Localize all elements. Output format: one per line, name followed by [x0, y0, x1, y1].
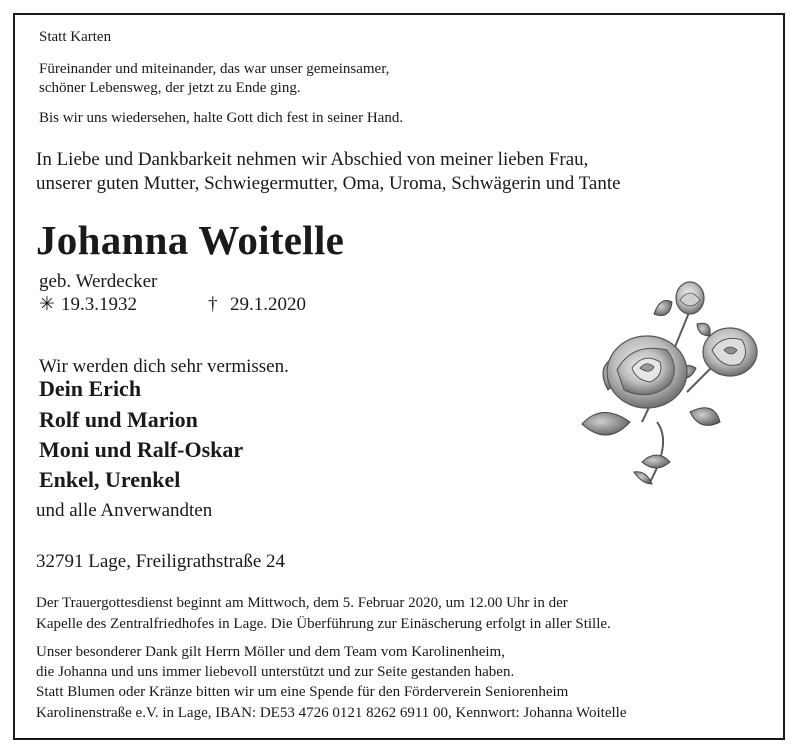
service-line-1: Der Trauergottesdienst beginnt am Mittwoch, dem 5. Februar 2020, um 12.00 Uhr in der: [36, 595, 568, 611]
address: 32791 Lage, Freiligrathstraße 24: [36, 551, 286, 572]
thanks-line-2: die Johanna und uns immer liebevoll unterstützt und zur Seite gestanden haben.: [36, 664, 515, 680]
birth-name: geb. Werdecker: [39, 271, 158, 292]
family-member: Dein Erich: [39, 376, 142, 401]
family-member: Moni und Ralf-Oskar: [39, 437, 244, 462]
death-cross-icon: †: [208, 294, 218, 315]
relatives-text: und alle Anverwandten: [36, 500, 213, 521]
death-date: 29.1.2020: [230, 294, 306, 315]
birth-date: 19.3.1932: [61, 294, 137, 315]
service-line-2: Kapelle des Zentralfriedhofes in Lage. Die Überführung zur Einäscherung erfolgt in aller Stille.: [36, 616, 611, 632]
family-member: Rolf und Marion: [39, 407, 198, 432]
death-date-line: [208, 293, 306, 317]
birth-star-icon: ✳: [39, 294, 55, 315]
thanks-line-3: Statt Blumen oder Kränze bitten wir um eine Spende für den Förderverein Seniorenheim: [36, 684, 569, 700]
verse-line-3: Bis wir uns wiedersehen, halte Gott dich fest in seiner Hand.: [39, 110, 404, 126]
verse-line-1: Füreinander und miteinander, das war unser gemeinsamer,: [39, 61, 390, 77]
thanks-line-1: Unser besonderer Dank gilt Herrn Möller und dem Team vom Karolinenheim,: [36, 644, 505, 660]
intro-text: Statt Karten: [39, 29, 112, 45]
announcement-line-2: unserer guten Mutter, Schwiegermutter, Oma, Uroma, Schwägerin und Tante: [36, 173, 621, 194]
thanks-line-4: Karolinenstraße e.V. in Lage, IBAN: DE53 4726 0121 8262 6911 00, Kennwort: Johanna Woitelle: [36, 705, 627, 721]
verse-line-2: schöner Lebensweg, der jetzt zu Ende ging.: [39, 80, 301, 96]
family-member: Enkel, Urenkel: [39, 467, 181, 492]
family-message: Wir werden dich sehr vermissen.: [39, 356, 289, 377]
deceased-name: Johanna Woitelle: [36, 217, 345, 263]
birth-date-line: [39, 293, 137, 317]
roses-icon: [572, 272, 762, 492]
announcement-line-1: In Liebe und Dankbarkeit nehmen wir Abschied von meiner lieben Frau,: [36, 149, 589, 170]
